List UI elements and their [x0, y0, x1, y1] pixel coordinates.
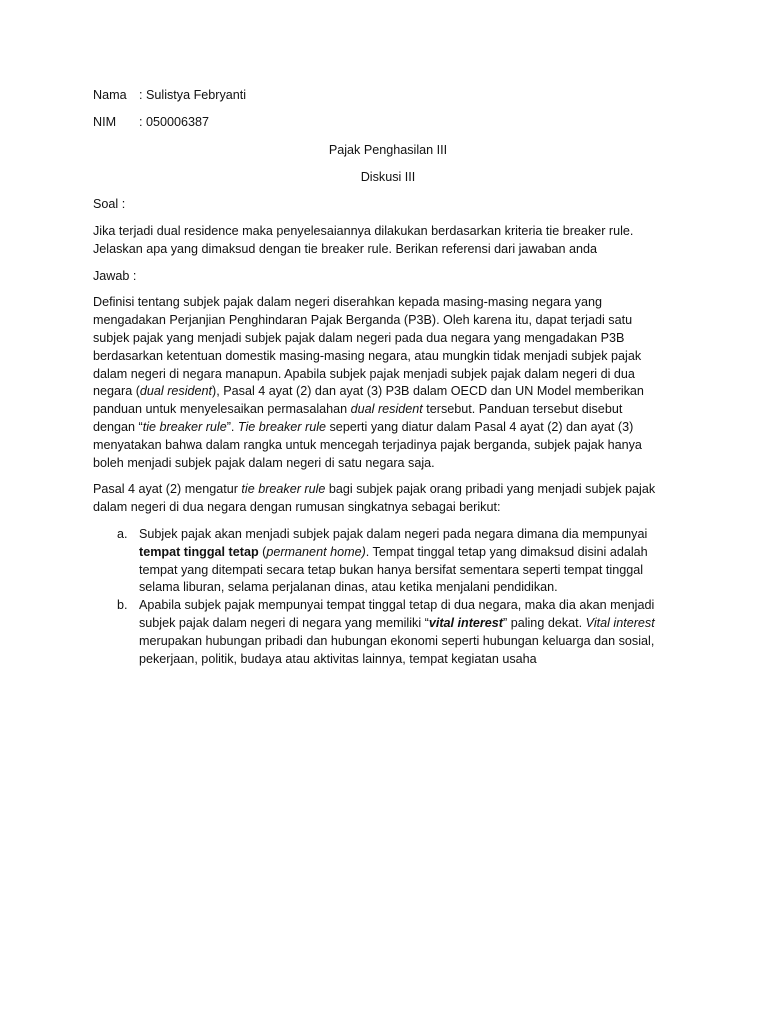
dual-resident-term: dual resident: [350, 402, 423, 417]
name-value: : Sulistya Febryanti: [139, 88, 247, 102]
dual-resident-term: dual resident: [139, 384, 213, 399]
name-row: [93, 87, 683, 105]
question-line: Jelaskan apa yang dimaksud dengan tie breaker rule. Berikan referensi dari jawaban anda: [93, 241, 598, 256]
list-marker: b.: [117, 598, 128, 613]
permanent-home-term: tempat tinggal tetap: [139, 544, 259, 559]
question-heading: Soal :: [93, 197, 126, 212]
nim-value: : 050006387: [139, 115, 210, 130]
paragraph-line: dalam negeri di dua negara dengan rumusan singkatnya sebagai berikut:: [93, 500, 501, 515]
nim-label: NIM: [93, 115, 117, 130]
criteria-list: [93, 526, 683, 668]
course-title: Pajak Penghasilan III: [328, 142, 448, 157]
question-line: Jika terjadi dual residence maka penyelesaiannya dilakukan berdasarkan kriteria tie breaker rule.: [93, 223, 634, 238]
list-item: [93, 597, 683, 668]
paragraph-line: berdasarkan ketentuan domestik masing-masing negara, atau mungkin tidak menjadi subjek pajak: [93, 348, 642, 363]
name-label: Nama: [93, 88, 127, 102]
paragraph-line: mengadakan Perjanjian Penghindaran Pajak Berganda (P3B). Oleh karena itu, dapat terjadi satu: [93, 313, 633, 328]
answer-paragraph-2: [93, 481, 683, 517]
tie-breaker-term: tie breaker rule: [241, 482, 326, 497]
nim-row: [93, 114, 683, 132]
paragraph-line: dalam negeri di negara manapun. Apabila subjek pajak menjadi subjek pajak dalam negeri di dua: [93, 366, 635, 381]
document-body: [93, 87, 683, 668]
answer-heading: Jawab :: [93, 268, 137, 283]
paragraph-line: negara (dual resident), Pasal 4 ayat (2) dan ayat (3) P3B dalam OECD dan UN Model memberikan: [93, 384, 644, 399]
discussion-title: Diskusi III: [360, 169, 416, 184]
paragraph-line: menyatakan bahwa dalam rangka untuk mencegah terjadinya pajak berganda, subjek pajak hanya: [93, 437, 642, 452]
answer-paragraph-1: [93, 294, 683, 472]
list-item-body: Apabila subjek pajak mempunyai tempat tinggal tetap di dua negara, maka dia akan menjadi subjek pajak dalam negeri di negara yang memiliki “vital interest” paling dekat. Vital interest merupakan hubungan pribadi dan hubungan ekonomi seperti hubungan keluarga dan sosial, pekerjaan, politik, budaya atau aktivitas lainnya, tempat kegiatan usaha: [139, 598, 655, 666]
paragraph-line: boleh menjadi subjek pajak dalam negeri di satu negara saja.: [93, 455, 435, 470]
paragraph-line: Definisi tentang subjek pajak dalam negeri diserahkan kepada masing-masing negara yang: [93, 295, 602, 310]
paragraph-line: subjek pajak yang menjadi subjek pajak dalam negeri pada dua negara yang mengadakan P3B: [93, 330, 625, 345]
list-marker: a.: [117, 526, 128, 541]
list-item: [93, 526, 683, 597]
tie-breaker-term: Tie breaker rule: [237, 419, 327, 434]
vital-interest-term: vital interest: [428, 615, 504, 630]
question-text: [93, 223, 683, 259]
paragraph-line: dengan “tie breaker rule”. Tie breaker rule seperti yang diatur dalam Pasal 4 ayat (2) dan ayat (3): [93, 419, 634, 434]
tie-breaker-term: tie breaker rule: [142, 419, 227, 434]
paragraph-line: panduan untuk menyelesaikan permasalahan dual resident tersebut. Panduan tersebut disebut: [93, 402, 623, 417]
list-item-body: Subjek pajak akan menjadi subjek pajak dalam negeri pada negara dimana dia mempunyai tempat tinggal tetap (permanent home). Tempat tinggal tetap yang dimaksud disini adalah tempat yang ditempati secara tetap bukan hanya bersifat sementara seperti tempat tinggal selama liburan, selama perjalanan dinas, atau ketika menjalani pendidikan.: [139, 526, 648, 595]
paragraph-line: Pasal 4 ayat (2) mengatur tie breaker rule bagi subjek pajak orang pribadi yang menjadi subjek pajak: [93, 482, 656, 497]
